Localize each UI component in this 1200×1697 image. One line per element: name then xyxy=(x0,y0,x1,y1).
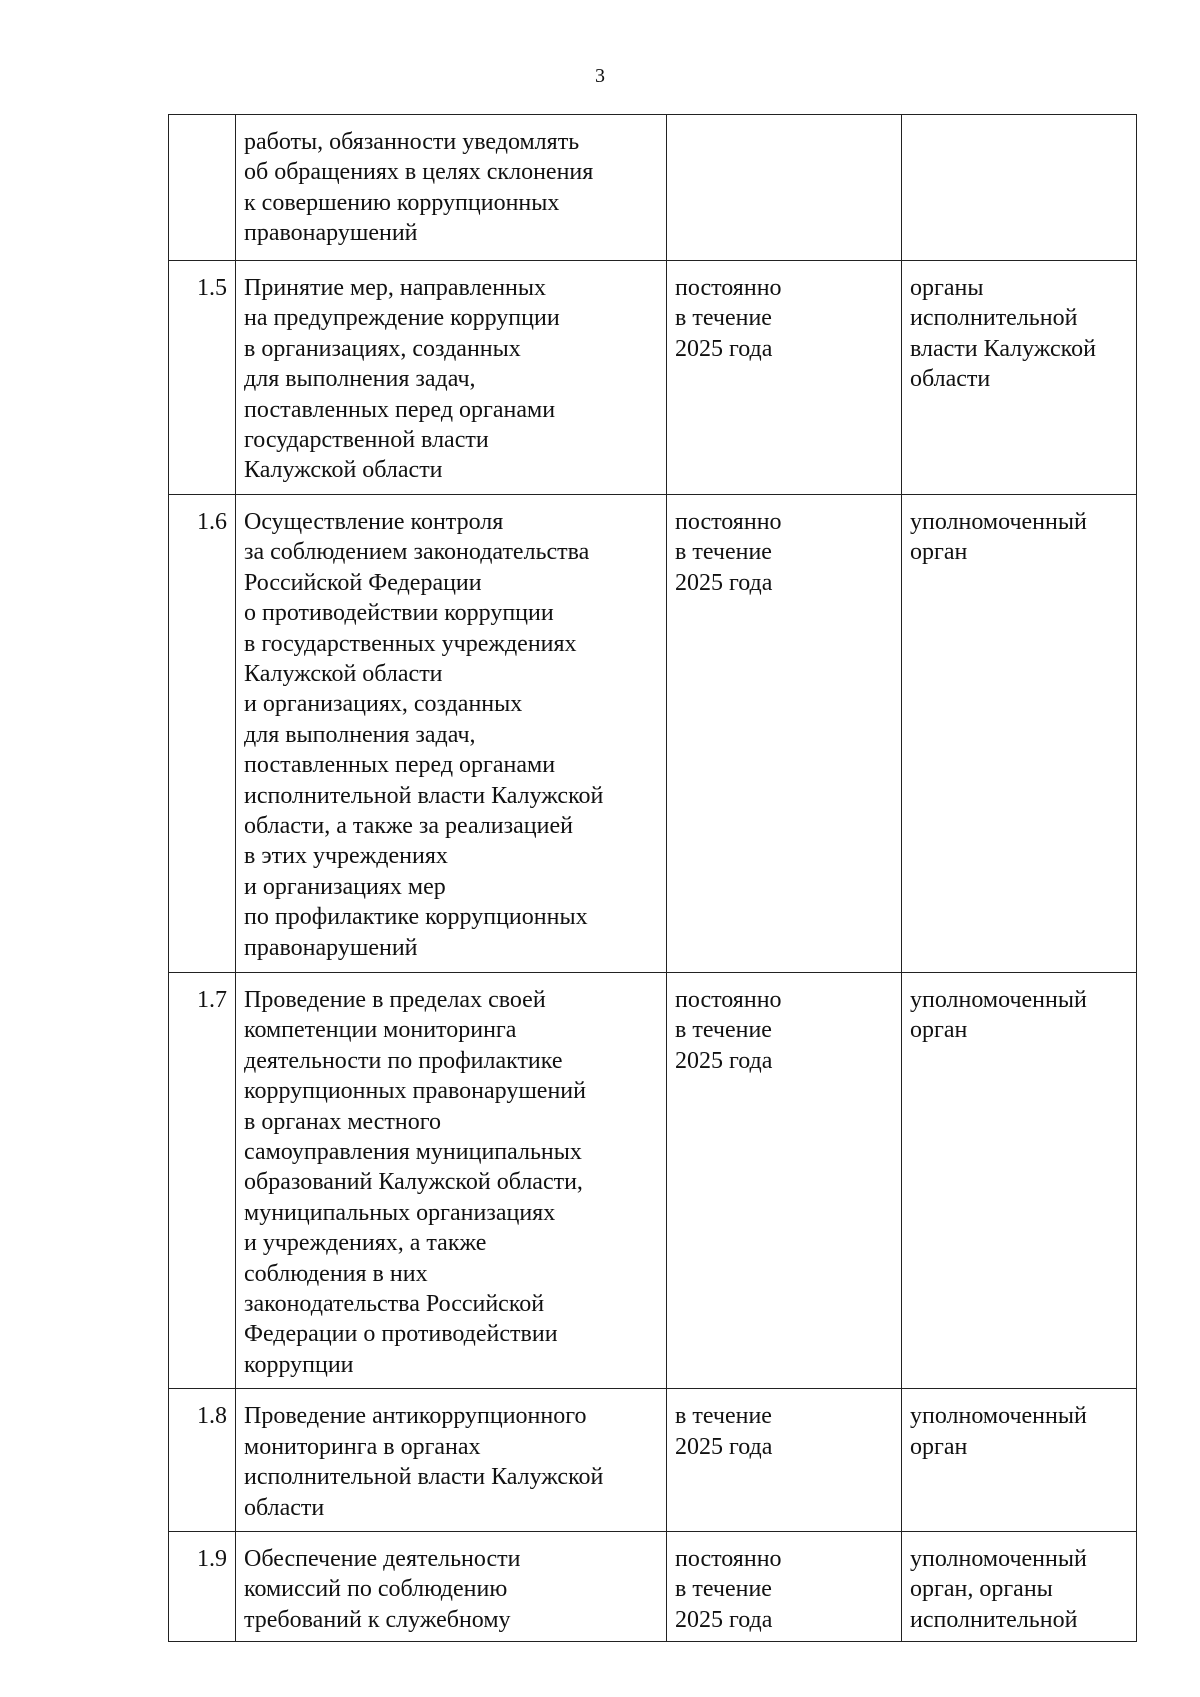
item-number: 1.7 xyxy=(169,973,236,1389)
execution-term xyxy=(667,115,902,261)
table-row xyxy=(169,261,1137,495)
table-row xyxy=(169,973,1137,1389)
responsible-party xyxy=(902,115,1137,261)
event-description: Осуществление контроля за соблюдением законодательства Российской Федерации о противодействии коррупции в государственных учреждениях Калужской области и организациях, созданных для выполнения задач, поставленных перед органами исполнительной власти Калужской области, а также за реализацией в этих учреждениях и организациях мер по профилактике коррупционных правонарушений xyxy=(236,495,667,973)
responsible-party: органы исполнительной власти Калужской области xyxy=(902,261,1137,495)
event-description: Обеспечение деятельности комиссий по соблюдению требований к служебному xyxy=(236,1531,667,1641)
execution-term: постоянно в течение 2025 года xyxy=(667,1531,902,1641)
page-number: 3 xyxy=(595,65,605,87)
event-description: Проведение антикоррупционного мониторинга в органах исполнительной власти Калужской области xyxy=(236,1389,667,1532)
action-plan-table xyxy=(168,114,1137,1642)
item-number: 1.6 xyxy=(169,495,236,973)
execution-term: в течение 2025 года xyxy=(667,1389,902,1532)
item-number xyxy=(169,115,236,261)
table-row xyxy=(169,115,1137,261)
responsible-party: уполномоченный орган xyxy=(902,1389,1137,1532)
execution-term: постоянно в течение 2025 года xyxy=(667,973,902,1389)
item-number: 1.9 xyxy=(169,1531,236,1641)
responsible-party: уполномоченный орган xyxy=(902,973,1137,1389)
item-number: 1.8 xyxy=(169,1389,236,1532)
responsible-party: уполномоченный орган xyxy=(902,495,1137,973)
execution-term: постоянно в течение 2025 года xyxy=(667,495,902,973)
table-row xyxy=(169,495,1137,973)
item-number: 1.5 xyxy=(169,261,236,495)
table-row xyxy=(169,1531,1137,1641)
execution-term: постоянно в течение 2025 года xyxy=(667,261,902,495)
responsible-party: уполномоченный орган, органы исполнительной xyxy=(902,1531,1137,1641)
event-description: Проведение в пределах своей компетенции мониторинга деятельности по профилактике коррупционных правонарушений в органах местного самоуправления муниципальных образований Калужской области, муниципальных организациях и учреждениях, а также соблюдения в них законодательства Российской Федерации о противодействии коррупции xyxy=(236,973,667,1389)
event-description: работы, обязанности уведомлять об обращениях в целях склонения к совершению коррупционных правонарушений xyxy=(236,115,667,261)
event-description: Принятие мер, направленных на предупреждение коррупции в организациях, созданных для выполнения задач, поставленных перед органами государственной власти Калужской области xyxy=(236,261,667,495)
table-row xyxy=(169,1389,1137,1532)
